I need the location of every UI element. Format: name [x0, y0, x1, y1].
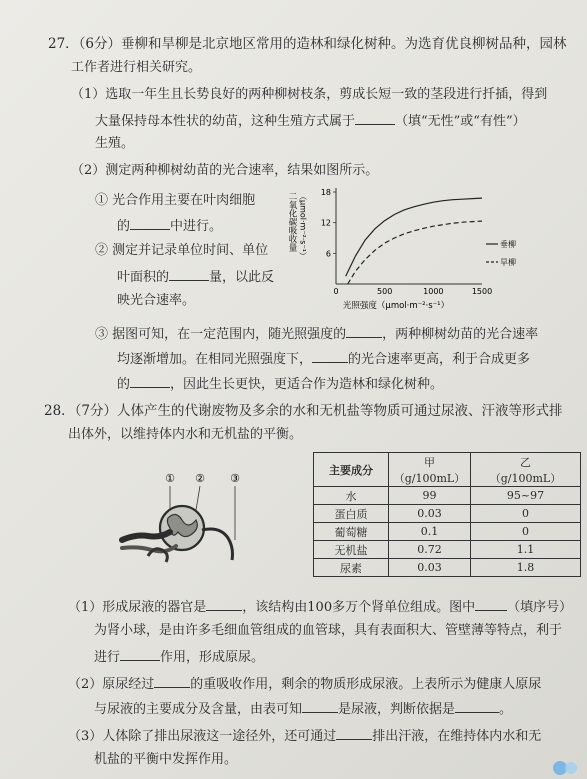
table-header-cell: 甲 （g/100mL）: [389, 453, 471, 487]
answer-blank[interactable]: [206, 598, 242, 611]
q28-p3-line2: 机盐的平衡中发挥作用。: [94, 752, 238, 767]
q27-p2-line1: （2）测定两种柳树幼苗的光合速率，结果如图所示。: [71, 163, 379, 178]
q27-p1-line2-tail: （填“无性”或“有性”）: [395, 114, 526, 129]
q27-p1-line2: [95, 112, 526, 130]
table-row: [314, 559, 581, 577]
table-cell: 蛋白质: [314, 505, 389, 523]
answer-blank[interactable]: [302, 700, 338, 713]
q28-p1-text1: （1）形成尿液的器官是: [68, 600, 207, 615]
q28-p1-line2: 为肾小球，是由许多毛细血管组成的血管球，具有表面积大、管壁薄等特点，利于: [94, 623, 563, 638]
table-row: [314, 541, 581, 559]
nephron-diagram: [118, 470, 270, 570]
q27-p1-line1: （1）选取一年生且长势良好的两种柳树枝条，剪成长短一致的茎段进行扦插，得到: [71, 87, 548, 102]
table-cell: 尿素: [314, 559, 389, 577]
q28-p2-text4: 是尿液，判断依据是: [338, 702, 456, 717]
y-tick-label: 12: [320, 218, 331, 228]
table-row: [314, 505, 581, 523]
q27-line1: 27．（6分）垂柳和旱柳是北京地区常用的造林和绿化树种。为选育优良柳树品种，园林: [48, 36, 567, 52]
x-tick-label: 0: [333, 287, 339, 296]
answer-blank[interactable]: [120, 648, 160, 661]
q27-s2-line1: ② 测定并记录单位时间、单位: [95, 243, 269, 258]
q28-p1-text5: 作用，形成原尿。: [160, 650, 265, 665]
answer-blank[interactable]: [475, 598, 507, 611]
composition-table: [313, 452, 581, 577]
table-cell: 99: [389, 487, 471, 505]
q27-s3-tail1: ，两种柳树幼苗的光合速率: [382, 327, 539, 342]
answer-blank[interactable]: [312, 350, 348, 363]
q28-p2-text5: 。: [499, 702, 513, 717]
answer-blank[interactable]: [355, 112, 395, 125]
x-tick-label: 1000: [423, 287, 444, 296]
table-header-row: [314, 453, 581, 487]
q28-p1-line3: [94, 648, 264, 666]
q27-s3-tail3: ，因此生长更快，更适合作为造林和绿化树种。: [170, 377, 444, 392]
legend-label: 垂柳: [500, 240, 516, 249]
table-cell: 葡萄糖: [314, 523, 389, 541]
y-tick-label: 6: [325, 249, 331, 259]
series-line-hanliu: [348, 221, 482, 284]
table-cell: 1.8: [471, 559, 581, 577]
answer-blank[interactable]: [130, 375, 170, 388]
q27-s1-tail: 中进行。: [170, 219, 223, 234]
q27-s3-text2: 均逐渐增加。在相同光照强度下，: [117, 352, 313, 367]
renal-tubule: [202, 529, 233, 560]
q27-s3-line2: [117, 350, 530, 368]
q28-p1-line1: [68, 598, 572, 616]
q28-line1: 28．（7分）人体产生的代谢废物及多余的水和无机盐等物质可通过尿液、汗液等形式排: [44, 403, 563, 419]
q27-s2-tail: 量，以此反: [209, 270, 275, 285]
diagram-label-3: ③: [230, 472, 240, 485]
table-cell: 无机盐: [314, 541, 389, 559]
answer-blank[interactable]: [130, 217, 170, 230]
q28-p2-text2: 的重吸收作用，剩余的物质形成尿液。上表所示为健康人原尿: [190, 677, 542, 692]
x-tick-label: 1500: [471, 287, 493, 296]
q28-p3-text1: （3）人体除了排出尿液这一途径外，还可通过: [68, 729, 337, 744]
light-intensity-chart: [286, 186, 514, 314]
q27-s1-text: 的: [117, 219, 131, 234]
answer-blank[interactable]: [169, 268, 209, 281]
q27-s1-line2: [117, 217, 222, 235]
q28-line2: 出体外，以维持体内水和无机盐的平衡。: [68, 427, 303, 442]
q27-s2-text: 叶面积的: [117, 270, 170, 285]
q27-p1-line2-text: 大量保持母本性状的幼苗，这种生殖方式属于: [95, 114, 356, 129]
table-cell: 0.03: [389, 505, 471, 523]
table-row: [314, 523, 581, 541]
q27-s2-line2: [117, 268, 274, 286]
q27-s3-line3: [117, 375, 443, 393]
table-cell: 0.1: [389, 523, 471, 541]
q27-s1-line1: ① 光合作用主要在叶肉细胞: [95, 193, 256, 208]
q28-p3-line1: [68, 727, 541, 745]
q28-p2-line1: [68, 675, 541, 693]
y-axis-label-line2: （μmol·m⁻²·s⁻¹）: [298, 192, 308, 260]
table-cell: 0.72: [389, 541, 471, 559]
table-cell: 0.03: [389, 559, 471, 577]
q27-p1-line3: 生殖。: [95, 136, 135, 151]
q28-p1-text3: （填序号）: [507, 600, 573, 615]
answer-blank[interactable]: [336, 727, 372, 740]
table-row: [314, 487, 581, 505]
answer-blank[interactable]: [455, 700, 499, 713]
x-tick-label: 500: [377, 287, 393, 296]
q28-p3-text2: 排出汗液，在维持体内水和无: [372, 729, 542, 744]
chart-legend: [486, 239, 516, 267]
diagram-label-2: ②: [195, 472, 205, 485]
q28-p1-text4: 进行: [94, 650, 121, 665]
diagram-label-1: ①: [165, 472, 175, 485]
q28-p1-text2: ，该结构由100多万个肾单位组成。图中: [242, 600, 476, 615]
answer-blank[interactable]: [154, 675, 190, 688]
y-axis-label: [287, 192, 308, 260]
legend-label: 旱柳: [500, 258, 516, 267]
y-axis-label-line1: 二氧化碳吸收量: [287, 192, 297, 252]
q27-s3-text1: ③ 据图可知，在一定范围内，随光照强度的: [95, 327, 347, 342]
axis-ticks: [321, 188, 492, 296]
table-header-cell: 乙 （g/100mL）: [471, 453, 581, 487]
watermark-logo: [551, 759, 581, 777]
table-cell: 1.1: [471, 541, 581, 559]
q28-p2-text3: 与尿液的主要成分及含量，由表可知: [94, 702, 303, 717]
series-line-chuiliu: [346, 198, 482, 276]
efferent-arteriole: [122, 546, 176, 551]
q27-s3-text3: 的: [117, 377, 131, 392]
table-cell: 95~97: [471, 487, 581, 505]
answer-blank[interactable]: [346, 325, 382, 338]
x-axis-label: 光照强度（μmol·m⁻²·s⁻¹）: [342, 301, 450, 311]
table-cell: 0: [471, 505, 581, 523]
q27-s3-tail2: 的光合速率更高，利于合成更多: [348, 352, 531, 367]
table-cell: 水: [314, 487, 389, 505]
q27-line2: 工作者进行相关研究。: [71, 60, 202, 75]
table-header-cell: 主要成分: [314, 453, 389, 487]
q28-p2-text1: （2）原尿经过: [68, 677, 155, 692]
q27-s3-line1: [95, 325, 538, 343]
q28-p2-line2: [94, 700, 512, 718]
table-cell: 0: [471, 523, 581, 541]
y-tick-label: 18: [320, 188, 331, 197]
q27-s2-line3: 映光合速率。: [117, 293, 196, 308]
